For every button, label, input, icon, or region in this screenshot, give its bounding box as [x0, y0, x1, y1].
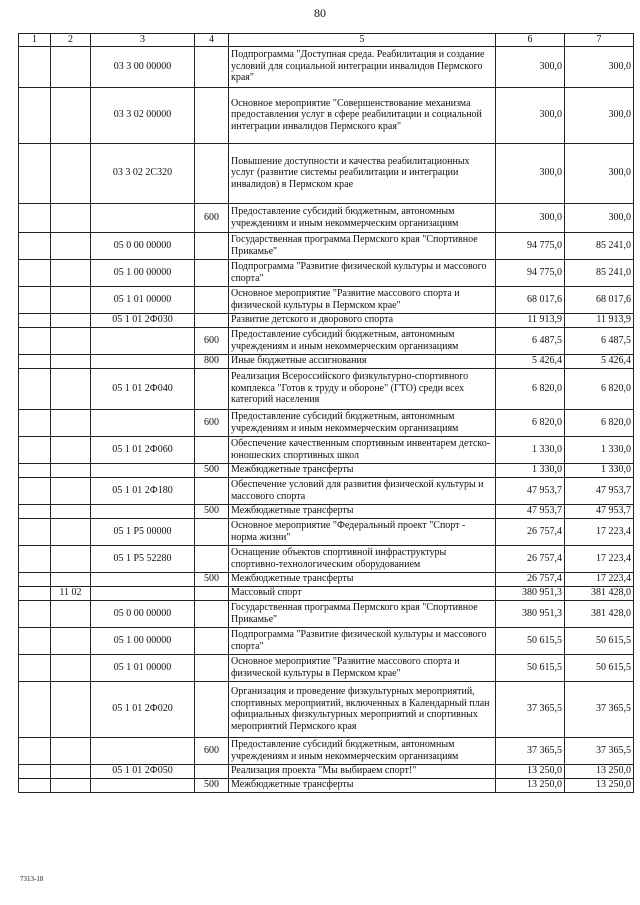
table-row [19, 778, 634, 792]
table-row [19, 627, 634, 654]
cell-description: Иные бюджетные ассигнования [229, 354, 496, 368]
cell-col1 [19, 504, 51, 518]
cell-amount-2: 381 428,0 [565, 600, 634, 627]
cell-amount-2: 300,0 [565, 143, 634, 203]
cell-amount-1: 50 615,5 [496, 627, 565, 654]
cell-amount-2: 37 365,5 [565, 737, 634, 764]
cell-col1 [19, 87, 51, 143]
cell-amount-1: 50 615,5 [496, 654, 565, 681]
column-number-row [19, 34, 634, 47]
table-row [19, 313, 634, 327]
cell-col1 [19, 368, 51, 409]
cell-col1 [19, 232, 51, 259]
cell-description: Обеспечение качественным спортивным инвентарем детско-юношеских спортивных школ [229, 436, 496, 463]
cell-target-code [91, 327, 195, 354]
cell-section [51, 504, 91, 518]
cell-section [51, 286, 91, 313]
cell-description: Межбюджетные трансферты [229, 778, 496, 792]
column-header: 5 [229, 34, 496, 47]
cell-col1 [19, 436, 51, 463]
cell-description: Основное мероприятие "Развитие массового спорта и физической культуры в Пермском крае" [229, 654, 496, 681]
cell-col1 [19, 654, 51, 681]
cell-amount-1: 300,0 [496, 87, 565, 143]
cell-amount-2: 85 241,0 [565, 259, 634, 286]
cell-amount-2: 1 330,0 [565, 463, 634, 477]
column-header: 1 [19, 34, 51, 47]
cell-target-code: 05 1 00 00000 [91, 627, 195, 654]
cell-amount-2: 6 487,5 [565, 327, 634, 354]
cell-col1 [19, 518, 51, 545]
cell-section [51, 259, 91, 286]
cell-amount-2: 13 250,0 [565, 764, 634, 778]
table-row [19, 286, 634, 313]
cell-amount-1: 380 951,3 [496, 586, 565, 600]
cell-amount-1: 1 330,0 [496, 463, 565, 477]
cell-col1 [19, 46, 51, 87]
cell-expense-type [195, 518, 229, 545]
cell-description: Предоставление субсидий бюджетным, автономным учреждениям и иным некоммерческим организациям [229, 327, 496, 354]
table-row [19, 477, 634, 504]
cell-amount-2: 381 428,0 [565, 586, 634, 600]
cell-expense-type [195, 286, 229, 313]
cell-target-code: 05 1 01 00000 [91, 654, 195, 681]
cell-target-code: 05 1 01 00000 [91, 286, 195, 313]
cell-section [51, 572, 91, 586]
table-row [19, 327, 634, 354]
table-row [19, 46, 634, 87]
cell-col1 [19, 545, 51, 572]
cell-target-code [91, 203, 195, 232]
cell-target-code: 03 3 00 00000 [91, 46, 195, 87]
cell-expense-type: 500 [195, 504, 229, 518]
cell-amount-2: 68 017,6 [565, 286, 634, 313]
cell-target-code [91, 778, 195, 792]
cell-section [51, 232, 91, 259]
cell-amount-2: 17 223,4 [565, 518, 634, 545]
cell-expense-type [195, 627, 229, 654]
table-row [19, 436, 634, 463]
cell-description: Государственная программа Пермского края "Спортивное Прикамье" [229, 600, 496, 627]
cell-col1 [19, 286, 51, 313]
cell-expense-type [195, 87, 229, 143]
table-row [19, 368, 634, 409]
cell-section [51, 409, 91, 436]
cell-description: Подпрограмма "Доступная среда. Реабилитация и создание условий для социальной интеграции инвалидов Пермского края" [229, 46, 496, 87]
cell-target-code: 05 1 01 2Ф020 [91, 681, 195, 737]
cell-target-code [91, 737, 195, 764]
cell-description: Предоставление субсидий бюджетным, автономным учреждениям и иным некоммерческим организациям [229, 737, 496, 764]
cell-col1 [19, 143, 51, 203]
cell-section [51, 778, 91, 792]
cell-expense-type [195, 143, 229, 203]
cell-target-code: 05 1 01 2Ф060 [91, 436, 195, 463]
cell-amount-2: 6 820,0 [565, 409, 634, 436]
cell-amount-2: 300,0 [565, 87, 634, 143]
cell-section: 11 02 [51, 586, 91, 600]
cell-description: Подпрограмма "Развитие физической культуры и массового спорта" [229, 627, 496, 654]
cell-section [51, 463, 91, 477]
cell-expense-type: 600 [195, 409, 229, 436]
cell-amount-1: 6 820,0 [496, 368, 565, 409]
cell-target-code: 05 0 00 00000 [91, 232, 195, 259]
cell-description: Межбюджетные трансферты [229, 572, 496, 586]
cell-amount-1: 11 913,9 [496, 313, 565, 327]
cell-target-code [91, 504, 195, 518]
cell-section [51, 737, 91, 764]
column-header: 3 [91, 34, 195, 47]
cell-amount-1: 6 820,0 [496, 409, 565, 436]
cell-col1 [19, 259, 51, 286]
cell-amount-1: 26 757,4 [496, 545, 565, 572]
table-row [19, 409, 634, 436]
cell-target-code: 05 1 Р5 52280 [91, 545, 195, 572]
cell-col1 [19, 203, 51, 232]
cell-amount-2: 6 820,0 [565, 368, 634, 409]
cell-expense-type [195, 259, 229, 286]
cell-expense-type [195, 681, 229, 737]
cell-amount-1: 47 953,7 [496, 477, 565, 504]
cell-description: Предоставление субсидий бюджетным, автономным учреждениям и иным некоммерческим организациям [229, 409, 496, 436]
cell-target-code: 05 0 00 00000 [91, 600, 195, 627]
cell-amount-1: 13 250,0 [496, 778, 565, 792]
cell-expense-type [195, 46, 229, 87]
cell-amount-1: 5 426,4 [496, 354, 565, 368]
cell-col1 [19, 600, 51, 627]
cell-amount-1: 6 487,5 [496, 327, 565, 354]
cell-expense-type: 500 [195, 778, 229, 792]
cell-amount-1: 68 017,6 [496, 286, 565, 313]
cell-description: Основное мероприятие "Развитие массового спорта и физической культуры в Пермском крае" [229, 286, 496, 313]
cell-expense-type: 500 [195, 572, 229, 586]
cell-description: Развитие детского и дворового спорта [229, 313, 496, 327]
cell-section [51, 600, 91, 627]
page-number: 80 [314, 6, 326, 20]
cell-amount-2: 17 223,4 [565, 545, 634, 572]
table-row [19, 203, 634, 232]
table-row [19, 586, 634, 600]
cell-col1 [19, 409, 51, 436]
cell-section [51, 477, 91, 504]
cell-section [51, 654, 91, 681]
cell-section [51, 327, 91, 354]
cell-section [51, 627, 91, 654]
cell-description: Основное мероприятие "Федеральный проект "Спорт - норма жизни" [229, 518, 496, 545]
table-row [19, 764, 634, 778]
cell-section [51, 354, 91, 368]
cell-amount-1: 26 757,4 [496, 518, 565, 545]
cell-expense-type [195, 477, 229, 504]
column-header: 2 [51, 34, 91, 47]
table-row [19, 545, 634, 572]
cell-expense-type: 600 [195, 203, 229, 232]
cell-section [51, 681, 91, 737]
cell-amount-2: 47 953,7 [565, 504, 634, 518]
cell-target-code: 05 1 00 00000 [91, 259, 195, 286]
cell-expense-type: 600 [195, 737, 229, 764]
cell-target-code: 03 3 02 00000 [91, 87, 195, 143]
cell-amount-2: 17 223,4 [565, 572, 634, 586]
cell-target-code [91, 586, 195, 600]
column-header: 4 [195, 34, 229, 47]
cell-col1 [19, 737, 51, 764]
cell-section [51, 545, 91, 572]
cell-amount-1: 37 365,5 [496, 681, 565, 737]
cell-expense-type [195, 586, 229, 600]
cell-description: Реализация Всероссийского физкультурно-спортивного комплекса "Готов к труду и обороне" (ГТО) среди всех категорий населения [229, 368, 496, 409]
cell-description: Повышение доступности и качества реабилитационных услуг (развитие системы реабилитации и интеграции инвалидов) в Пермском крае [229, 143, 496, 203]
cell-amount-2: 11 913,9 [565, 313, 634, 327]
cell-col1 [19, 764, 51, 778]
cell-amount-1: 94 775,0 [496, 232, 565, 259]
cell-section [51, 203, 91, 232]
cell-col1 [19, 463, 51, 477]
cell-description: Государственная программа Пермского края "Спортивное Прикамье" [229, 232, 496, 259]
cell-description: Оснащение объектов спортивной инфраструктуры спортивно-технологическим оборудованием [229, 545, 496, 572]
cell-amount-2: 300,0 [565, 203, 634, 232]
cell-description: Массовый спорт [229, 586, 496, 600]
cell-target-code: 03 3 02 2С320 [91, 143, 195, 203]
document-code: 7313-18 [20, 875, 44, 883]
cell-col1 [19, 327, 51, 354]
cell-amount-1: 300,0 [496, 46, 565, 87]
cell-expense-type: 500 [195, 463, 229, 477]
cell-target-code [91, 409, 195, 436]
table-row [19, 504, 634, 518]
cell-amount-1: 300,0 [496, 203, 565, 232]
cell-amount-2: 85 241,0 [565, 232, 634, 259]
table-row [19, 681, 634, 737]
cell-amount-2: 37 365,5 [565, 681, 634, 737]
cell-amount-1: 47 953,7 [496, 504, 565, 518]
cell-amount-2: 1 330,0 [565, 436, 634, 463]
cell-expense-type [195, 313, 229, 327]
cell-amount-2: 13 250,0 [565, 778, 634, 792]
table-row [19, 87, 634, 143]
cell-amount-1: 380 951,3 [496, 600, 565, 627]
budget-table [18, 33, 634, 793]
cell-col1 [19, 681, 51, 737]
cell-amount-2: 5 426,4 [565, 354, 634, 368]
cell-amount-1: 26 757,4 [496, 572, 565, 586]
table-row [19, 463, 634, 477]
cell-expense-type: 600 [195, 327, 229, 354]
table-row [19, 737, 634, 764]
cell-col1 [19, 778, 51, 792]
cell-target-code: 05 1 01 2Ф040 [91, 368, 195, 409]
cell-col1 [19, 477, 51, 504]
cell-description: Межбюджетные трансферты [229, 504, 496, 518]
cell-description: Предоставление субсидий бюджетным, автономным учреждениям и иным некоммерческим организациям [229, 203, 496, 232]
cell-expense-type [195, 600, 229, 627]
cell-target-code: 05 1 01 2Ф030 [91, 313, 195, 327]
cell-section [51, 368, 91, 409]
table-row [19, 518, 634, 545]
cell-description: Организация и проведение физкультурных мероприятий, спортивных мероприятий, включенных в Календарный план официальных физкультурных мероприятий и спортивных мероприятий Пермского края [229, 681, 496, 737]
cell-expense-type [195, 764, 229, 778]
cell-target-code [91, 354, 195, 368]
cell-col1 [19, 354, 51, 368]
cell-amount-1: 300,0 [496, 143, 565, 203]
table-row [19, 600, 634, 627]
cell-section [51, 313, 91, 327]
cell-expense-type [195, 545, 229, 572]
cell-description: Обеспечение условий для развития физической культуры и массового спорта [229, 477, 496, 504]
cell-description: Реализация проекта "Мы выбираем спорт!" [229, 764, 496, 778]
table-row [19, 654, 634, 681]
table-row [19, 354, 634, 368]
cell-section [51, 46, 91, 87]
cell-amount-1: 13 250,0 [496, 764, 565, 778]
column-header: 7 [565, 34, 634, 47]
cell-target-code [91, 572, 195, 586]
column-header: 6 [496, 34, 565, 47]
cell-expense-type [195, 654, 229, 681]
cell-col1 [19, 586, 51, 600]
cell-target-code [91, 463, 195, 477]
cell-section [51, 764, 91, 778]
cell-amount-2: 50 615,5 [565, 654, 634, 681]
cell-amount-1: 94 775,0 [496, 259, 565, 286]
cell-amount-2: 50 615,5 [565, 627, 634, 654]
cell-section [51, 518, 91, 545]
cell-section [51, 436, 91, 463]
cell-expense-type [195, 232, 229, 259]
cell-section [51, 87, 91, 143]
table-row [19, 259, 634, 286]
cell-section [51, 143, 91, 203]
cell-amount-2: 300,0 [565, 46, 634, 87]
cell-expense-type [195, 368, 229, 409]
cell-col1 [19, 627, 51, 654]
cell-amount-2: 47 953,7 [565, 477, 634, 504]
cell-expense-type: 800 [195, 354, 229, 368]
cell-description: Подпрограмма "Развитие физической культуры и массового спорта" [229, 259, 496, 286]
table-row [19, 143, 634, 203]
table-row [19, 232, 634, 259]
table-row [19, 572, 634, 586]
cell-target-code: 05 1 Р5 00000 [91, 518, 195, 545]
cell-description: Основное мероприятие "Совершенствование механизма предоставления услуг в сфере реабилитации и социальной интеграции инвалидов Пермского края" [229, 87, 496, 143]
cell-target-code: 05 1 01 2Ф050 [91, 764, 195, 778]
cell-col1 [19, 572, 51, 586]
cell-amount-1: 37 365,5 [496, 737, 565, 764]
cell-target-code: 05 1 01 2Ф180 [91, 477, 195, 504]
cell-expense-type [195, 436, 229, 463]
cell-description: Межбюджетные трансферты [229, 463, 496, 477]
cell-col1 [19, 313, 51, 327]
cell-amount-1: 1 330,0 [496, 436, 565, 463]
